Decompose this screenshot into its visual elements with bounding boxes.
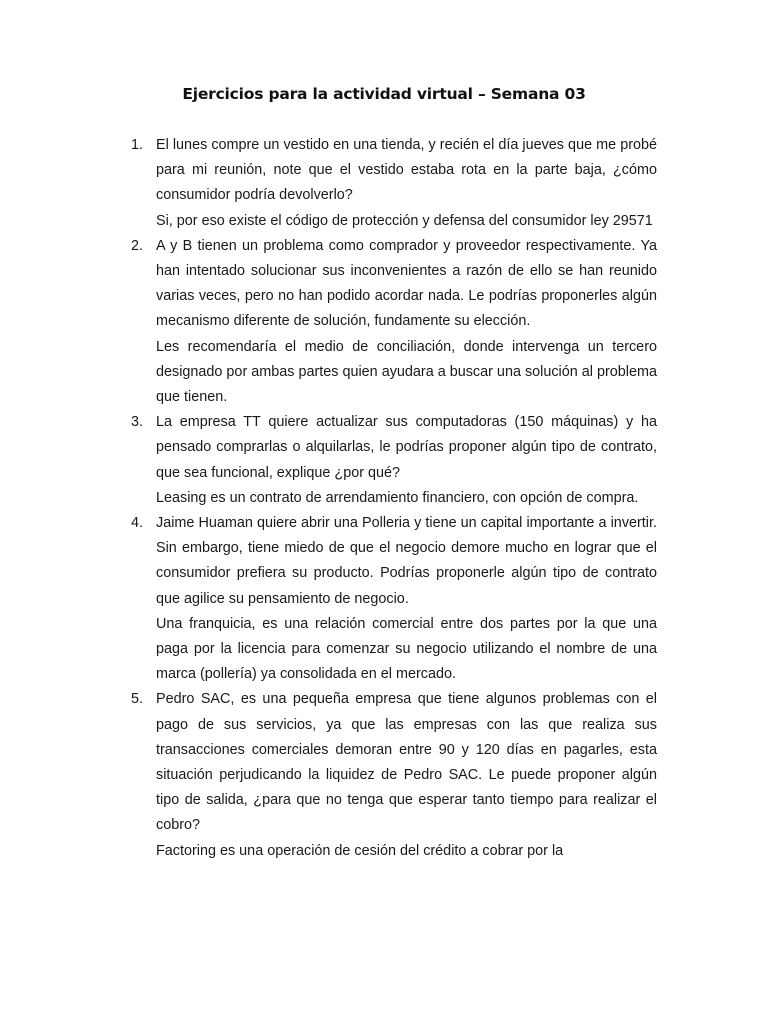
- question-text: A y B tienen un problema como comprador y proveedor respectivamente. Ya han intentado solucionar sus inconvenientes a razón de ello se han reunido varias veces, pero no han podido acordar nada. Le podrías proponerles algún mecanismo diferente de solución, fundamente su elección.: [156, 237, 657, 330]
- answer-text: Factoring es una operación de cesión del crédito a cobrar por la: [156, 842, 564, 859]
- question-text: Jaime Huaman quiere abrir una Polleria y tiene un capital importante a invertir. Sin embargo, tiene miedo de que el negocio demore mucho en lograr que el consumidor prefiera su producto. Podrías proponerle algún tipo de contrato que agilice su pensamiento de negocio.: [156, 515, 657, 607]
- answer-text: Leasing es un contrato de arrendamiento financiero, con opción de compra.: [156, 489, 639, 506]
- question-text: Pedro SAC, es una pequeña empresa que tiene algunos problemas con el pago de sus servicios, ya que las empresas con las que realiza sus transacciones comerciales demoran entre 90 y 120 días en pagarles, esta situación perjudicando la liquidez de Pedro SAC. Le puede proponer algún tipo de salida, ¿para que no tenga que esperar tanto tiempo para realizar el cobro?: [156, 691, 657, 834]
- exercise-list: [0, 133, 768, 864]
- list-item: [0, 511, 768, 687]
- item-number: 2.: [131, 237, 144, 254]
- item-number: 3.: [131, 414, 144, 431]
- list-item: [0, 410, 768, 511]
- answer-text: Una franquicia, es una relación comercial entre dos partes por la que una paga por la licencia para comenzar su negocio utilizando el nombre de una marca (pollería) ya consolidada en el mercado.: [156, 615, 657, 683]
- item-number: 1.: [131, 137, 144, 153]
- list-item: [0, 687, 768, 863]
- list-item: [0, 133, 768, 234]
- item-number: 4.: [131, 515, 144, 532]
- answer-text: Les recomendaría el medio de conciliación, donde intervenga un tercero designado por ambas partes quien ayudara a buscar una solución al problema que tienen.: [156, 338, 657, 406]
- question-text: El lunes compre un vestido en una tienda, y recién el día jueves que me probé para mi reunión, note que el vestido estaba rota en la parte baja, ¿cómo consumidor podría devolverlo?: [156, 137, 657, 204]
- list-item: [0, 234, 768, 410]
- document-title: Ejercicios para la actividad virtual – Semana 03: [182, 85, 586, 103]
- answer-text: Si, por eso existe el código de protección y defensa del consumidor ley 29571: [156, 212, 653, 229]
- question-text: La empresa TT quiere actualizar sus computadoras (150 máquinas) y ha pensado comprarlas o alquilarlas, le podrías proponer algún tipo de contrato, que sea funcional, explique ¿por qué?: [156, 414, 657, 481]
- item-number: 5.: [131, 691, 144, 708]
